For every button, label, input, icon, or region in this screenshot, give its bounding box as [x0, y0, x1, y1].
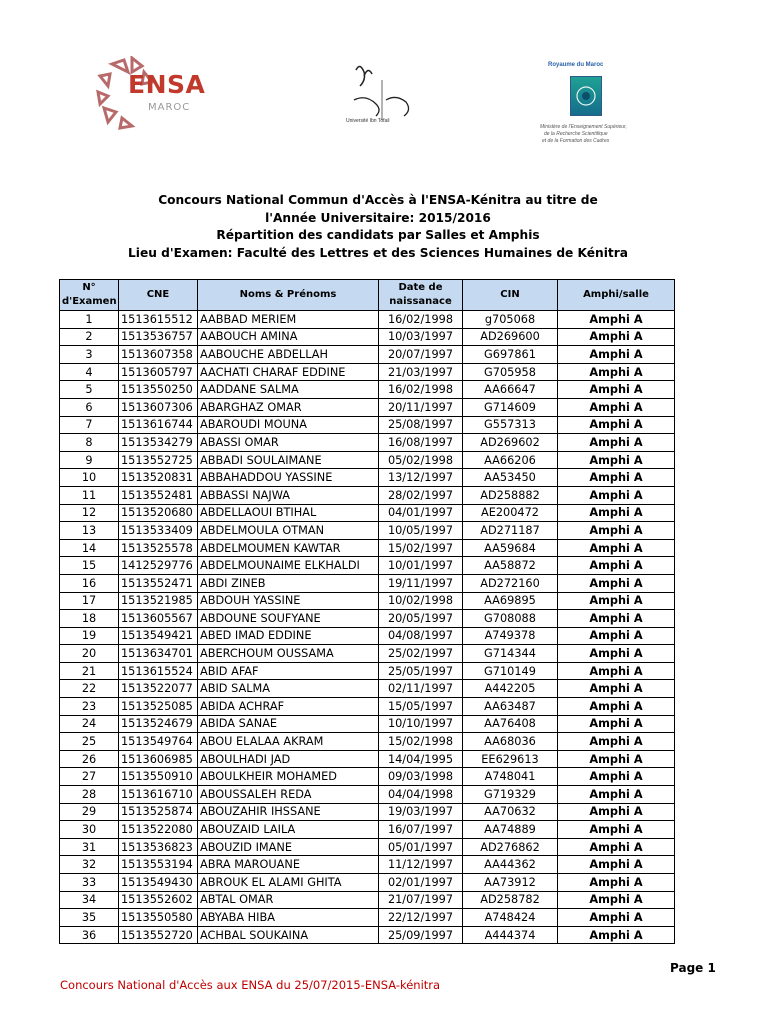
cne-cell: 1513522080	[119, 821, 198, 839]
ensa-logo-subtext: MAROC	[148, 102, 191, 113]
name-cell: ABASSI OMAR	[198, 434, 379, 452]
birth-date-cell: 10/02/1998	[379, 592, 463, 610]
exam-number-cell: 20	[60, 645, 119, 663]
exam-number-cell: 27	[60, 768, 119, 786]
table-row	[60, 803, 675, 821]
amphi-cell: Amphi A	[558, 469, 675, 487]
table-row	[60, 768, 675, 786]
name-cell: ABAROUDI MOUNA	[198, 416, 379, 434]
name-cell: ABDELLAOUI BTIHAL	[198, 504, 379, 522]
exam-number-cell: 31	[60, 838, 119, 856]
cin-cell: G710149	[463, 662, 558, 680]
name-cell: ABBADI SOULAIMANE	[198, 451, 379, 469]
amphi-cell: Amphi A	[558, 821, 675, 839]
birth-date-cell: 19/03/1997	[379, 803, 463, 821]
cin-cell: G697861	[463, 346, 558, 364]
exam-number-cell: 32	[60, 856, 119, 874]
name-cell: ABBAHADDOU YASSINE	[198, 469, 379, 487]
name-cell: ABID SALMA	[198, 680, 379, 698]
exam-number-cell: 15	[60, 557, 119, 575]
cne-cell: 1513552720	[119, 926, 198, 944]
amphi-cell: Amphi A	[558, 539, 675, 557]
cin-cell: AA66206	[463, 451, 558, 469]
table-row	[60, 645, 675, 663]
amphi-cell: Amphi A	[558, 346, 675, 364]
birth-date-cell: 20/11/1997	[379, 398, 463, 416]
amphi-cell: Amphi A	[558, 909, 675, 927]
name-cell: AABBAD MERIEM	[198, 311, 379, 329]
cin-cell: AA59684	[463, 539, 558, 557]
cin-cell: AD272160	[463, 574, 558, 592]
birth-date-cell: 10/10/1997	[379, 715, 463, 733]
cin-cell: G714344	[463, 645, 558, 663]
birth-date-cell: 25/08/1997	[379, 416, 463, 434]
name-cell: ABED IMAD EDDINE	[198, 627, 379, 645]
name-cell: ABDELMOUMEN KAWTAR	[198, 539, 379, 557]
cin-cell: G708088	[463, 610, 558, 628]
cne-cell: 1513534279	[119, 434, 198, 452]
exam-number-cell: 12	[60, 504, 119, 522]
amphi-cell: Amphi A	[558, 522, 675, 540]
birth-date-cell: 11/12/1997	[379, 856, 463, 874]
exam-number-cell: 6	[60, 398, 119, 416]
amphi-cell: Amphi A	[558, 416, 675, 434]
birth-date-cell: 10/01/1997	[379, 557, 463, 575]
cin-cell: AA76408	[463, 715, 558, 733]
exam-number-cell: 22	[60, 680, 119, 698]
table-row	[60, 486, 675, 504]
exam-number-cell: 30	[60, 821, 119, 839]
cin-cell: AA53450	[463, 469, 558, 487]
cne-cell: 1513520831	[119, 469, 198, 487]
birth-date-cell: 10/05/1997	[379, 522, 463, 540]
table-row	[60, 398, 675, 416]
name-cell: ABOUZAID LAILA	[198, 821, 379, 839]
cin-cell: AA66647	[463, 381, 558, 399]
university-logo-text: Université Ibn Tofail	[346, 118, 390, 124]
ministry-line-3: et de la Formation des Cadres	[542, 138, 610, 144]
cne-cell: 1513607306	[119, 398, 198, 416]
exam-number-cell: 36	[60, 926, 119, 944]
amphi-cell: Amphi A	[558, 733, 675, 751]
cne-cell: 1513607358	[119, 346, 198, 364]
name-cell: ABOUSSALEH REDA	[198, 786, 379, 804]
amphi-cell: Amphi A	[558, 610, 675, 628]
cin-cell: A748041	[463, 768, 558, 786]
name-cell: ABOU ELALAA AKRAM	[198, 733, 379, 751]
cne-cell: 1513605797	[119, 363, 198, 381]
table-row	[60, 786, 675, 804]
cin-cell: AD271187	[463, 522, 558, 540]
amphi-cell: Amphi A	[558, 768, 675, 786]
birth-date-cell: 05/01/1997	[379, 838, 463, 856]
birth-date-cell: 19/11/1997	[379, 574, 463, 592]
amphi-cell: Amphi A	[558, 662, 675, 680]
exam-number-cell: 24	[60, 715, 119, 733]
table-row	[60, 451, 675, 469]
exam-number-cell: 14	[60, 539, 119, 557]
table-row	[60, 363, 675, 381]
column-header-amphi: Amphi/salle	[558, 280, 675, 311]
exam-number-cell: 4	[60, 363, 119, 381]
birth-date-cell: 22/12/1997	[379, 909, 463, 927]
ministry-logo	[536, 60, 636, 156]
amphi-cell: Amphi A	[558, 874, 675, 892]
amphi-cell: Amphi A	[558, 680, 675, 698]
table-row	[60, 874, 675, 892]
cin-cell: G719329	[463, 786, 558, 804]
ministry-line-1: Ministère de l'Enseignement Supérieur,	[540, 124, 627, 130]
name-cell: ABROUK EL ALAMI GHITA	[198, 874, 379, 892]
cne-cell: 1513552602	[119, 891, 198, 909]
exam-number-cell: 29	[60, 803, 119, 821]
name-cell: ABDOUH YASSINE	[198, 592, 379, 610]
cin-cell: AA58872	[463, 557, 558, 575]
birth-date-cell: 04/04/1998	[379, 786, 463, 804]
table-row	[60, 557, 675, 575]
table-row	[60, 574, 675, 592]
exam-number-cell: 1	[60, 311, 119, 329]
amphi-cell: Amphi A	[558, 803, 675, 821]
amphi-cell: Amphi A	[558, 592, 675, 610]
name-cell: ABARGHAZ OMAR	[198, 398, 379, 416]
cin-cell: AA69895	[463, 592, 558, 610]
table-row	[60, 680, 675, 698]
amphi-cell: Amphi A	[558, 926, 675, 944]
cin-cell: AD276862	[463, 838, 558, 856]
name-cell: AACHATI CHARAF EDDINE	[198, 363, 379, 381]
exam-number-cell: 17	[60, 592, 119, 610]
cin-cell: A442205	[463, 680, 558, 698]
cin-cell: AA70632	[463, 803, 558, 821]
cne-cell: 1513606985	[119, 750, 198, 768]
name-cell: AADDANE SALMA	[198, 381, 379, 399]
table-row	[60, 522, 675, 540]
cne-cell: 1513536757	[119, 328, 198, 346]
birth-date-cell: 25/09/1997	[379, 926, 463, 944]
page-number: Page 1	[670, 961, 716, 975]
amphi-cell: Amphi A	[558, 486, 675, 504]
exam-number-cell: 25	[60, 733, 119, 751]
ministry-title: Royaume du Maroc	[548, 62, 604, 68]
cne-cell: 1513552725	[119, 451, 198, 469]
table-row	[60, 821, 675, 839]
exam-number-cell: 23	[60, 698, 119, 716]
name-cell: ABOUZID IMANE	[198, 838, 379, 856]
cne-cell: 1513550250	[119, 381, 198, 399]
name-cell: ABDELMOULA OTMAN	[198, 522, 379, 540]
table-row	[60, 434, 675, 452]
birth-date-cell: 15/02/1997	[379, 539, 463, 557]
document-title	[128, 192, 628, 262]
birth-date-cell: 25/05/1997	[379, 662, 463, 680]
birth-date-cell: 15/05/1997	[379, 698, 463, 716]
cne-cell: 1513616744	[119, 416, 198, 434]
cin-cell: A444374	[463, 926, 558, 944]
birth-date-cell: 15/02/1998	[379, 733, 463, 751]
amphi-cell: Amphi A	[558, 750, 675, 768]
table-row	[60, 469, 675, 487]
birth-date-cell: 20/05/1997	[379, 610, 463, 628]
amphi-cell: Amphi A	[558, 451, 675, 469]
name-cell: ABDELMOUNAIME ELKHALDI	[198, 557, 379, 575]
exam-number-cell: 8	[60, 434, 119, 452]
amphi-cell: Amphi A	[558, 363, 675, 381]
birth-date-cell: 16/08/1997	[379, 434, 463, 452]
table-row	[60, 381, 675, 399]
table-row	[60, 926, 675, 944]
ministry-line-2: de la Recherche Scientifique	[544, 131, 608, 137]
exam-number-cell: 9	[60, 451, 119, 469]
table-row	[60, 592, 675, 610]
cne-cell: 1513550580	[119, 909, 198, 927]
exam-number-cell: 11	[60, 486, 119, 504]
birth-date-cell: 16/07/1997	[379, 821, 463, 839]
exam-number-cell: 10	[60, 469, 119, 487]
ministry-emblem-icon	[570, 76, 602, 116]
exam-number-cell: 2	[60, 328, 119, 346]
table-row	[60, 698, 675, 716]
table-row	[60, 838, 675, 856]
table-row	[60, 610, 675, 628]
cne-cell: 1513549764	[119, 733, 198, 751]
table-row	[60, 909, 675, 927]
table-row	[60, 891, 675, 909]
cne-cell: 1513522077	[119, 680, 198, 698]
column-header-name: Noms & Prénoms	[198, 280, 379, 311]
cne-cell: 1513549430	[119, 874, 198, 892]
name-cell: ABID AFAF	[198, 662, 379, 680]
cin-cell: AA63487	[463, 698, 558, 716]
cne-cell: 1513549421	[119, 627, 198, 645]
cne-cell: 1513536823	[119, 838, 198, 856]
cne-cell: 1513552481	[119, 486, 198, 504]
cne-cell: 1513520680	[119, 504, 198, 522]
name-cell: ABIDA SANAE	[198, 715, 379, 733]
cne-cell: 1513525085	[119, 698, 198, 716]
cin-cell: AD258882	[463, 486, 558, 504]
exam-number-cell: 26	[60, 750, 119, 768]
amphi-cell: Amphi A	[558, 504, 675, 522]
amphi-cell: Amphi A	[558, 645, 675, 663]
column-header-exam-number: N° d'Examen	[60, 280, 119, 311]
footer-text: Concours National d'Accès aux ENSA du 25/07/2015-ENSA-kénitra	[60, 978, 441, 992]
cne-cell: 1513524679	[119, 715, 198, 733]
name-cell: ABOULKHEIR MOHAMED	[198, 768, 379, 786]
exam-number-cell: 19	[60, 627, 119, 645]
exam-number-cell: 33	[60, 874, 119, 892]
name-cell: ABDI ZINEB	[198, 574, 379, 592]
birth-date-cell: 28/02/1997	[379, 486, 463, 504]
cne-cell: 1513525578	[119, 539, 198, 557]
name-cell: ABIDA ACHRAF	[198, 698, 379, 716]
cin-cell: AE200472	[463, 504, 558, 522]
ensa-logo-text: ENSA	[128, 70, 206, 99]
cin-cell: AD269602	[463, 434, 558, 452]
title-line-4: Lieu d'Examen: Faculté des Lettres et des Sciences Humaines de Kénitra	[128, 245, 628, 260]
cne-cell: 1513521985	[119, 592, 198, 610]
amphi-cell: Amphi A	[558, 311, 675, 329]
title-line-1: Concours National Commun d'Accès à l'ENSA-Kénitra au titre de	[158, 193, 598, 207]
table-row	[60, 328, 675, 346]
cne-cell: 1513616710	[119, 786, 198, 804]
exam-number-cell: 13	[60, 522, 119, 540]
name-cell: ACHBAL SOUKAINA	[198, 926, 379, 944]
university-logo-icon	[346, 60, 422, 126]
amphi-cell: Amphi A	[558, 574, 675, 592]
amphi-cell: Amphi A	[558, 381, 675, 399]
birth-date-cell: 21/07/1997	[379, 891, 463, 909]
candidates-table	[59, 279, 675, 944]
cne-cell: 1513552471	[119, 574, 198, 592]
title-line-3: Répartition des candidats par Salles et Amphis	[216, 228, 540, 242]
cne-cell: 1513553194	[119, 856, 198, 874]
table-row	[60, 750, 675, 768]
table-row	[60, 416, 675, 434]
table-header-row	[60, 280, 675, 311]
cin-cell: AA73912	[463, 874, 558, 892]
birth-date-cell: 04/08/1997	[379, 627, 463, 645]
exam-number-cell: 28	[60, 786, 119, 804]
exam-number-cell: 21	[60, 662, 119, 680]
amphi-cell: Amphi A	[558, 698, 675, 716]
table-body	[60, 311, 675, 944]
exam-number-cell: 3	[60, 346, 119, 364]
exam-number-cell: 7	[60, 416, 119, 434]
cin-cell: EE629613	[463, 750, 558, 768]
birth-date-cell: 16/02/1998	[379, 311, 463, 329]
column-header-cin: CIN	[463, 280, 558, 311]
exam-number-cell: 16	[60, 574, 119, 592]
cin-cell: G557313	[463, 416, 558, 434]
name-cell: ABTAL OMAR	[198, 891, 379, 909]
birth-date-cell: 13/12/1997	[379, 469, 463, 487]
cne-cell: 1513634701	[119, 645, 198, 663]
name-cell: ABRA MAROUANE	[198, 856, 379, 874]
birth-date-cell: 02/01/1997	[379, 874, 463, 892]
table-row	[60, 311, 675, 329]
birth-date-cell: 14/04/1995	[379, 750, 463, 768]
birth-date-cell: 04/01/1997	[379, 504, 463, 522]
amphi-cell: Amphi A	[558, 398, 675, 416]
table-row	[60, 715, 675, 733]
table-row	[60, 539, 675, 557]
cne-cell: 1513533409	[119, 522, 198, 540]
cin-cell: G714609	[463, 398, 558, 416]
cin-cell: AD269600	[463, 328, 558, 346]
cin-cell: AA74889	[463, 821, 558, 839]
table-row	[60, 627, 675, 645]
name-cell: ABDOUNE SOUFYANE	[198, 610, 379, 628]
column-header-cne: CNE	[119, 280, 198, 311]
birth-date-cell: 25/02/1997	[379, 645, 463, 663]
name-cell: ABERCHOUM OUSSAMA	[198, 645, 379, 663]
birth-date-cell: 05/02/1998	[379, 451, 463, 469]
table-row	[60, 733, 675, 751]
birth-date-cell: 16/02/1998	[379, 381, 463, 399]
cne-cell: 1513525874	[119, 803, 198, 821]
column-header-birth-date: Date de naissanace	[379, 280, 463, 311]
name-cell: ABOULHADI JAD	[198, 750, 379, 768]
amphi-cell: Amphi A	[558, 891, 675, 909]
cne-cell: 1513615524	[119, 662, 198, 680]
exam-number-cell: 34	[60, 891, 119, 909]
cne-cell: 1513605567	[119, 610, 198, 628]
ensa-logo	[92, 56, 222, 132]
table-row	[60, 504, 675, 522]
table-row	[60, 856, 675, 874]
amphi-cell: Amphi A	[558, 856, 675, 874]
cin-cell: A749378	[463, 627, 558, 645]
exam-number-cell: 35	[60, 909, 119, 927]
cin-cell: AA68036	[463, 733, 558, 751]
name-cell: AABOUCHE ABDELLAH	[198, 346, 379, 364]
cne-cell: 1513615512	[119, 311, 198, 329]
name-cell: ABYABA HIBA	[198, 909, 379, 927]
cin-cell: AA44362	[463, 856, 558, 874]
cin-cell: g705068	[463, 311, 558, 329]
amphi-cell: Amphi A	[558, 627, 675, 645]
cin-cell: A748424	[463, 909, 558, 927]
amphi-cell: Amphi A	[558, 328, 675, 346]
birth-date-cell: 02/11/1997	[379, 680, 463, 698]
birth-date-cell: 20/07/1997	[379, 346, 463, 364]
amphi-cell: Amphi A	[558, 786, 675, 804]
exam-number-cell: 18	[60, 610, 119, 628]
name-cell: ABBASSI NAJWA	[198, 486, 379, 504]
cne-cell: 1412529776	[119, 557, 198, 575]
exam-number-cell: 5	[60, 381, 119, 399]
name-cell: ABOUZAHIR IHSSANE	[198, 803, 379, 821]
amphi-cell: Amphi A	[558, 434, 675, 452]
table-row	[60, 662, 675, 680]
birth-date-cell: 21/03/1997	[379, 363, 463, 381]
cin-cell: AD258782	[463, 891, 558, 909]
cin-cell: G705958	[463, 363, 558, 381]
title-line-2: l'Année Universitaire: 2015/2016	[265, 210, 491, 225]
name-cell: AABOUCH AMINA	[198, 328, 379, 346]
university-logo	[346, 60, 422, 126]
table-row	[60, 346, 675, 364]
amphi-cell: Amphi A	[558, 715, 675, 733]
amphi-cell: Amphi A	[558, 557, 675, 575]
amphi-cell: Amphi A	[558, 838, 675, 856]
birth-date-cell: 09/03/1998	[379, 768, 463, 786]
cne-cell: 1513550910	[119, 768, 198, 786]
birth-date-cell: 10/03/1997	[379, 328, 463, 346]
